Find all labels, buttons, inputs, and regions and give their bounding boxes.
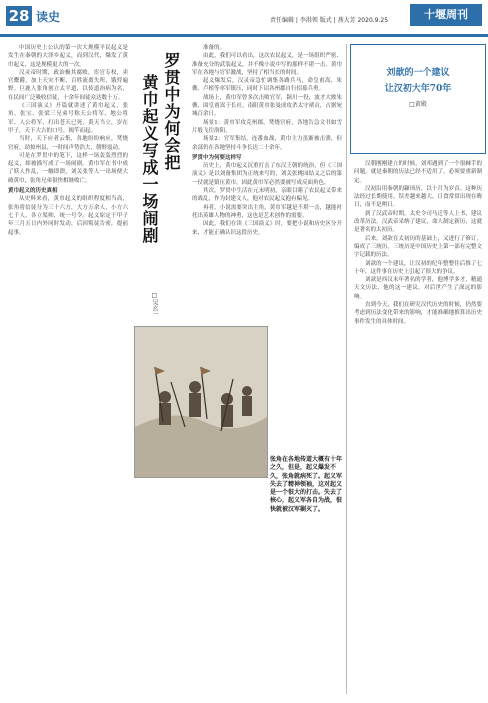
article-byline: □吴玄一	[151, 292, 158, 317]
paragraph: 汉灵帝时期，政治极其腐败，宦官专权，卖官鬻爵，加上天灾不断，百姓流离失所，饿殍遍野。巨鹿人张角创立太平道，以传道治病为名，在民间广泛吸收信徒，十余年间徒众达数十万。	[8, 69, 128, 101]
paragraph: 场景2：官军集结，连番血战，黄巾主力虽渐被击溃，但余部仍在各地坚持斗争长达二十余年。	[192, 136, 342, 151]
paragraph: 中国历史上公认的第一次大规模平民起义是发生在秦朝的大泽乡起义，而到汉代，爆发了黄巾起义，这是规模更大的一次。	[8, 45, 128, 68]
sidebar-title-box	[350, 44, 486, 154]
paragraph: 由此，我们可以看出，这次农民起义，是一场组织严密、准备充分的武装起义，并不像小说中写的那样不堪一击。黄巾军在各地与官军激战，坚持了相当长的时间。	[192, 53, 342, 76]
sidebar-column	[354, 160, 482, 695]
paragraph: 后来，刘歆在太初历的基础上，又进行了修订，编成了三统历。三统历是中国历史上第一部有完整文字记载的历法。	[354, 235, 482, 259]
paragraph: 当时，天下应者云集，各地纷纷响应，焚烧官府，劫掠州县，一时间声势浩大，朝野震动。	[8, 136, 128, 151]
title-line-2: 黄巾起义写成一场闹剧	[140, 74, 159, 244]
editor-credits: 责任编辑 | 李洪领 版式 | 燕大芳 2020.9.25	[270, 17, 389, 24]
paragraph: 因此，我们在读《三国演义》时，要把小说和历史区分开来，才能正确认识这段历史。	[192, 221, 342, 236]
subheading: 罗贯中为何要这样写	[192, 154, 242, 161]
column-divider	[346, 44, 347, 694]
sidebar-byline: □黄殿	[409, 101, 427, 108]
battle-illustration	[134, 326, 268, 478]
paragraph: 可是在罗贯中的笔下，这样一场轰轰烈烈的起义，却被描写成了一场闹剧。黄巾军在书中成了妖人作乱，一触即溃，刘关张等人一出场便大破黄巾，张角兄弟很快相继败亡。	[8, 152, 128, 184]
pull-quote: 张角在各地传道大概有十年之久，但是，起义爆发不久，张角就病死了。起义军失去了精神领袖，这对起义是一个很大的打击。失去了核心，起义军各自为战，很快就被汉军剿灭了。	[270, 456, 344, 518]
paragraph: 场景1：黄巾军攻克州郡，焚烧官府，各地告急文书如雪片般飞往洛阳。	[192, 119, 342, 134]
page-header	[0, 0, 488, 37]
paragraph: 历史上，黄巾起义沉重打击了东汉王朝的统治，但《三国演义》是以刘备集团为正统来写的，刘关张桃园结义之后的第一仗就是镇压黄巾，因此黄巾军必然要被写成反面角色。	[192, 163, 342, 186]
paragraph: 汉初沿用秦朝的颛顼历，以十月为岁首。这种历法经过长期使用，误差越来越大，日食常常出现在晦日，而不是朔日。	[354, 185, 482, 209]
paragraph: 刘歆的一个建议，让汉初的纪年整整往后推了七十年，这件事在历史上引起了很大的争议。	[354, 260, 482, 275]
paragraph: 战场上，黄巾军曾多次击败官军，颍川一役，波才大败朱儁，围皇甫嵩于长社。南阳黄巾张曼成攻杀太守褚贡，占据宛城百余日。	[192, 94, 342, 118]
paragraph: 再者，小说需要突出主角，黄巾军越是不堪一击，越能衬托出英雄人物的神勇，这也是艺术创作的需要。	[192, 204, 342, 219]
paragraph: 从史料来看，黄巾起义的组织程度相当高，张角将信徒分为三十六方，大方万余人，小方六七千人，各立渠帅，统一号令。起义原定于甲子年三月五日内外同时发动，后因叛徒告密，提前起事。	[8, 196, 128, 236]
paragraph: 刘歆是西汉末年著名的学者，他博学多才，精通天文历法，他的这一建议，对后世产生了深远的影响。	[354, 277, 482, 300]
article-title	[136, 52, 184, 292]
sidebar-title-line-2: 让汉初大年70年	[384, 84, 452, 94]
paragraph: 准备的。	[203, 45, 226, 51]
paragraph: 到了汉武帝时期，太史令司马迁等人上书，建议改革历法。汉武帝采纳了建议，命人制定新历，这就是著名的太初历。	[354, 210, 482, 234]
article-column-1	[8, 44, 128, 694]
paper-name: 十堰周刊	[410, 4, 482, 26]
paragraph: 汉朝刚刚建立的时候，刘邦遇到了一个很棘手的问题，就是秦朝的历法已经不适用了，必须要重新制定。	[354, 161, 482, 184]
paragraph: 起义爆发后，汉灵帝急忙调集各路兵马，命皇甫嵩、朱儁、卢植等率军镇压，同时下诏各州郡自行招募兵勇。	[192, 78, 342, 93]
paragraph: 直到今天，我们在研究汉代历史的时候，仍然要考虑到历法变化带来的影响，才能准确地推算出历史事件发生的具体时间。	[354, 302, 482, 325]
title-line-1: 罗贯中为何会把	[162, 52, 181, 171]
sidebar-title-line-1: 刘歆的一个建议	[386, 68, 450, 78]
section-label: 读史	[36, 10, 61, 24]
subheading: 黄巾起义的历史真相	[8, 188, 58, 195]
page-number: 28	[6, 6, 32, 26]
paragraph: 其次，罗贯中生活在元末明初，亲眼目睹了农民起义带来的战乱，作为封建文人，他对农民起义抱有偏见。	[192, 188, 342, 203]
paragraph: 《三国演义》开篇就讲述了黄巾起义，张角、张宝、张梁三兄弟号称天公将军、地公将军、人公将军，打出苍天已死，黄天当立，岁在甲子，天下大吉的口号，揭竿而起。	[8, 103, 128, 134]
